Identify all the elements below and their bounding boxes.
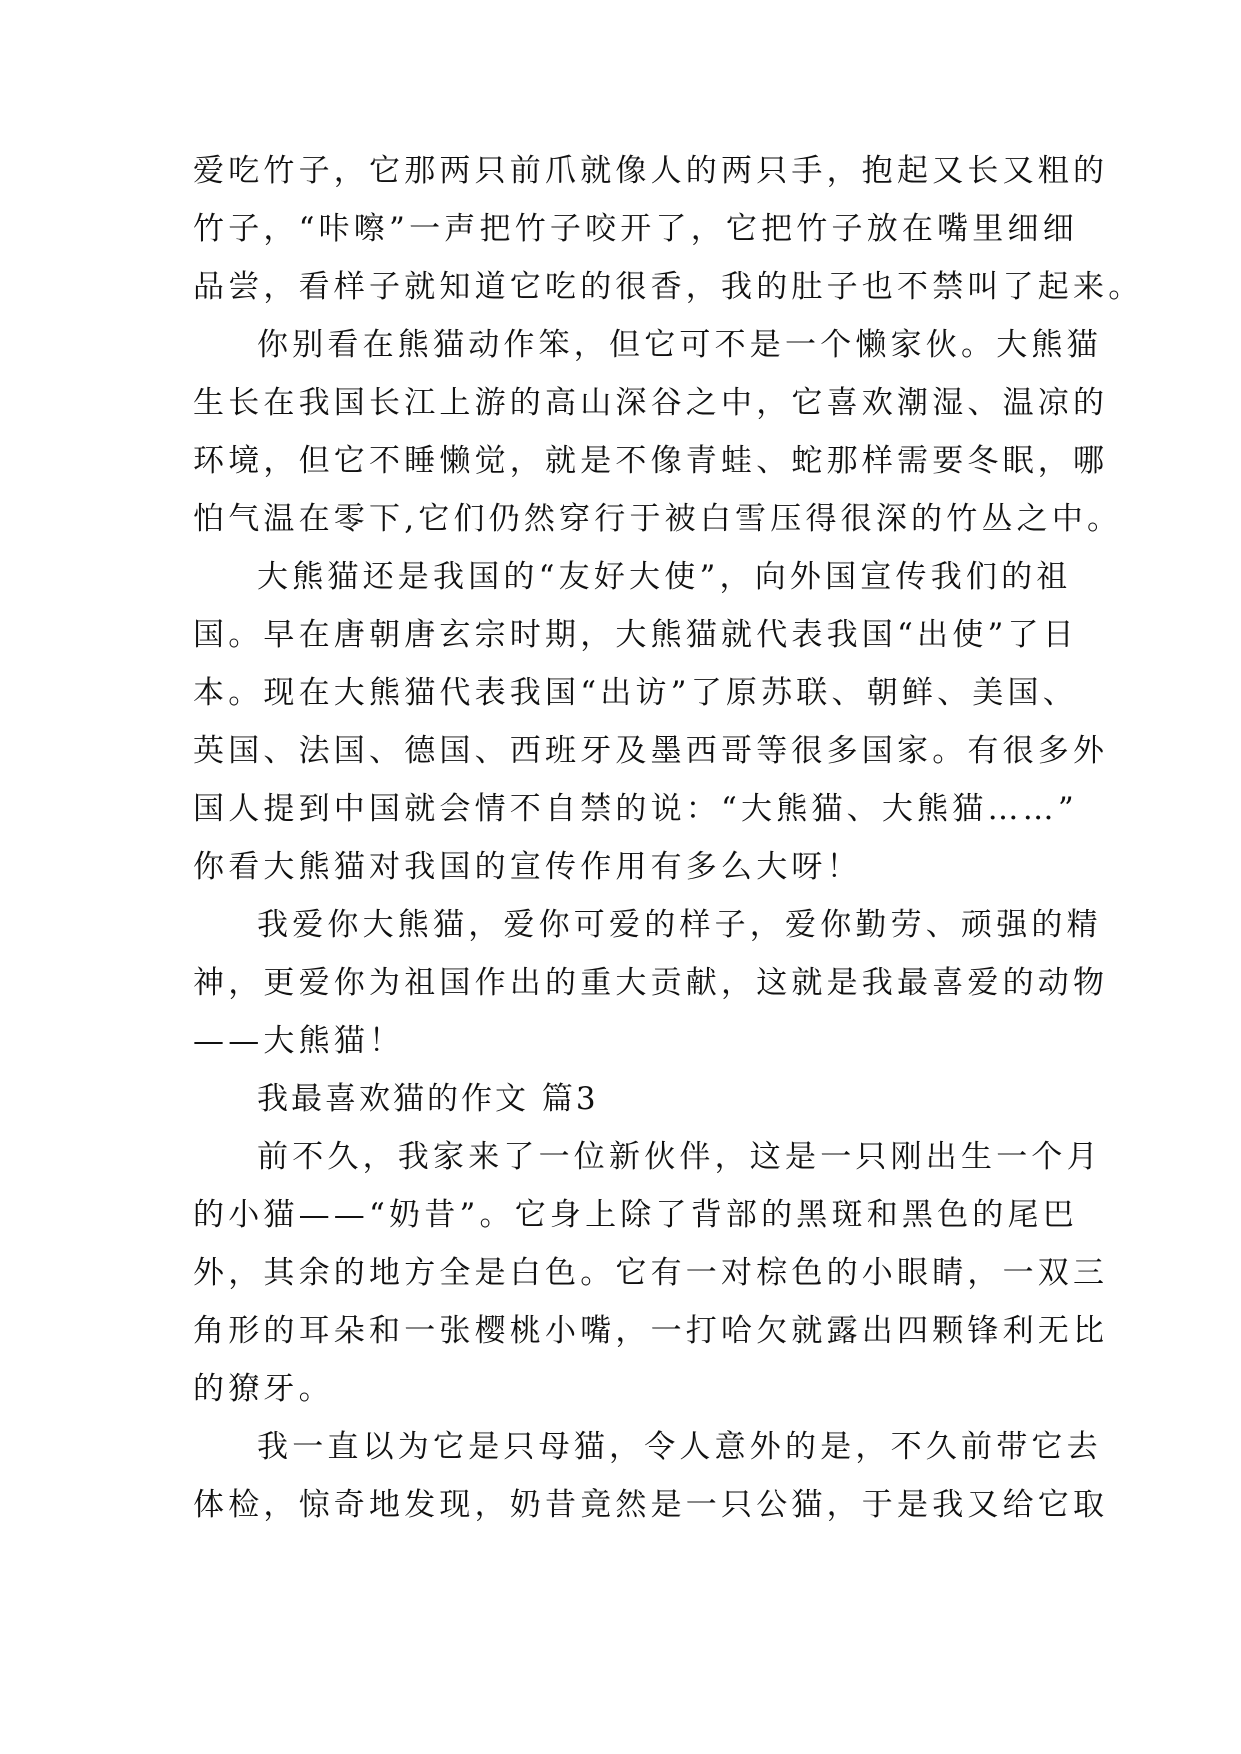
text-line: 怕气温在零下,它们仍然穿行于被白雪压得很深的竹丛之中。	[193, 501, 1123, 537]
section-heading: 我最喜欢猫的作文 篇3	[257, 1081, 599, 1117]
text-line: 环境，但它不睡懒觉，就是不像青蛙、蛇那样需要冬眠，哪	[193, 443, 1109, 479]
text-line: 国。早在唐朝唐玄宗时期，大熊猫就代表我国“出使”了日	[193, 617, 1078, 653]
text-line: 爱吃竹子，它那两只前爪就像人的两只手，抱起又长又粗的	[193, 153, 1109, 189]
paragraph-first-line: 我一直以为它是只母猫，令人意外的是，不久前带它去	[257, 1429, 1102, 1465]
text-line: 体检，惊奇地发现，奶昔竟然是一只公猫，于是我又给它取	[193, 1487, 1109, 1523]
paragraph-first-line: 你别看在熊猫动作笨，但它可不是一个懒家伙。大熊猫	[257, 327, 1102, 363]
text-line: 英国、法国、德国、西班牙及墨西哥等很多国家。有很多外	[193, 733, 1109, 769]
text-line: ——大熊猫！	[193, 1023, 405, 1059]
text-line: 生长在我国长江上游的高山深谷之中，它喜欢潮湿、温凉的	[193, 385, 1109, 421]
text-line: 的獠牙。	[193, 1371, 334, 1407]
text-line: 本。现在大熊猫代表我国“出访”了原苏联、朝鲜、美国、	[193, 675, 1078, 711]
text-line: 国人提到中国就会情不自禁的说：“大熊猫、大熊猫……”	[193, 791, 1078, 827]
text-line: 竹子，“咔嚓”一声把竹子咬开了，它把竹子放在嘴里细细	[193, 211, 1078, 247]
text-line: 角形的耳朵和一张樱桃小嘴，一打哈欠就露出四颗锋利无比	[193, 1313, 1109, 1349]
text-line: 你看大熊猫对我国的宣传作用有多么大呀！	[193, 849, 862, 885]
paragraph-first-line: 我爱你大熊猫，爱你可爱的样子，爱你勤劳、顽强的精	[257, 907, 1102, 943]
text-line: 神，更爱你为祖国作出的重大贡献，这就是我最喜爱的动物	[193, 965, 1109, 1001]
text-line: 品尝，看样子就知道它吃的很香，我的肚子也不禁叫了起来。	[193, 269, 1144, 305]
paragraph-first-line: 前不久，我家来了一位新伙伴，这是一只刚出生一个月	[257, 1139, 1102, 1175]
text-line: 外，其余的地方全是白色。它有一对棕色的小眼睛，一双三	[193, 1255, 1109, 1291]
paragraph-first-line: 大熊猫还是我国的“友好大使”，向外国宣传我们的祖	[257, 559, 1072, 595]
text-line: 的小猫——“奶昔”。它身上除了背部的黑斑和黑色的尾巴	[193, 1197, 1078, 1233]
